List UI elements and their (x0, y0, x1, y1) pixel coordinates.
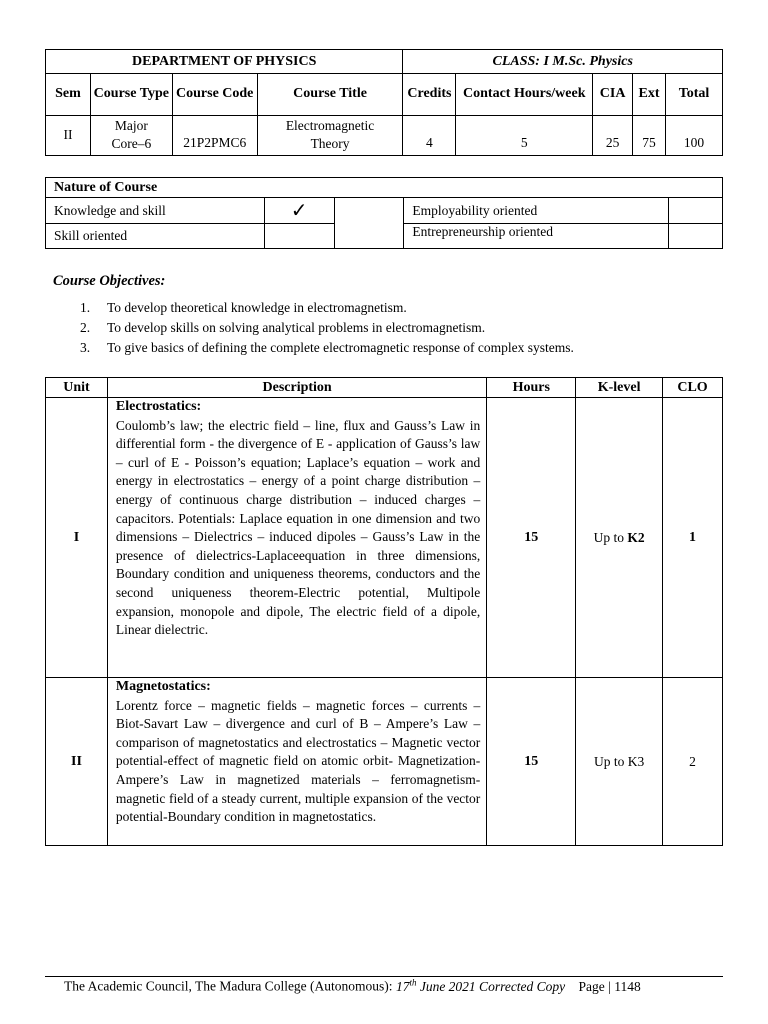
objectives-list (80, 299, 574, 359)
objectives-title: Course Objectives: (53, 273, 166, 289)
header-course-code: Course Code (172, 74, 257, 115)
value-credits: 4 (403, 115, 456, 155)
unit-heading: Electrostatics: (115, 399, 202, 414)
entrepreneurship-box (669, 224, 723, 249)
header-ext: Ext (633, 74, 666, 115)
course-type-line1: Major (114, 118, 148, 134)
knowledge-skill-label: Knowledge and skill (46, 198, 265, 224)
header-clo: CLO (663, 378, 723, 398)
footer-date: 17th June 2021 Corrected Copy (395, 977, 566, 994)
department-title: DEPARTMENT OF PHYSICS (46, 50, 403, 74)
page-footer (64, 977, 641, 995)
unit-hours: 15 (487, 678, 576, 846)
value-total: 100 (666, 115, 723, 155)
unit-k-level: Up to K2 (576, 398, 663, 678)
objective-item: 2. To develop skills on solving analytical problems in electromagnetism. (80, 320, 486, 335)
course-title-line1: Electromagnetic (285, 118, 375, 134)
objective-item: 3. To give basics of defining the complete electromagnetic response of complex systems. (80, 340, 574, 355)
header-course-type: Course Type (90, 74, 172, 115)
unit-description (107, 398, 486, 678)
entrepreneurship-label: Entrepreneurship oriented (404, 224, 669, 249)
header-sem: Sem (46, 74, 91, 115)
table-row (46, 398, 723, 678)
header-course-title: Course Title (257, 74, 403, 115)
unit-hours: 15 (487, 398, 576, 678)
check-mark-icon: ✓ (264, 198, 334, 224)
value-sem: II (46, 115, 91, 155)
unit-body: Coulomb’s law; the electric field – line, flux and Gauss’s Law in differential form - the divergence of E - application of Gauss’s law – curl of E - Poisson’s equation; Laplace’s equation – work and energy in electrostatics – energy of a point charge distribution – energy of continuous charge distribution – induced charges – capacitors. Potentials: Laplace equation in one dimension and two dimensions – Dielectrics – induced dipoles – Gauss’s Law in the presence of dielectrics-Laplaceequation in three dimensions, Boundary condition and uniqueness theorems, conductors and the second uniqueness theorem-Electric potential, Multipole expansion, monopole and dipole, The electric field of a dipole, Linear dielectric. (115, 417, 481, 638)
value-course-code: 21P2PMC6 (172, 115, 257, 155)
page-number: Page | 1148 (578, 978, 641, 994)
unit-clo: 1 (663, 398, 723, 678)
header-cia: CIA (593, 74, 633, 115)
value-contact-hours: 5 (456, 115, 593, 155)
objective-item: 1. To develop theoretical knowledge in electromagnetism. (80, 300, 407, 315)
unit-body: Lorentz force – magnetic fields – magnetic forces – currents – Biot-Savart Law – divergence and curl of B – Ampere’s Law –comparison of magnetostatics and electrostatics – Magnetic vector potential-effect of magnetic field on atomic orbit- Magnetization-Ampere’s Law in magnetized materials – ferromagnetism-magnetic field of a steady current, multiple expansion of the vector potential-Boundary condition in magnetostatics. (115, 697, 481, 825)
employability-label: Employability oriented (404, 198, 669, 224)
unit-k-level: Up to K3 (576, 678, 663, 846)
unit-number: I (46, 398, 108, 678)
header-contact-hours: Contact Hours/week (456, 74, 593, 115)
table-row (46, 678, 723, 846)
nature-title: Nature of Course (46, 178, 723, 198)
unit-description (107, 678, 486, 846)
course-title-line2: Theory (310, 136, 350, 152)
value-ext: 75 (633, 115, 666, 155)
value-course-title (257, 115, 403, 155)
header-k-level: K-level (576, 378, 663, 398)
unit-number: II (46, 678, 108, 846)
value-cia: 25 (593, 115, 633, 155)
footer-council: The Academic Council, The Madura College (Autonomous): (64, 978, 393, 994)
header-hours: Hours (487, 378, 576, 398)
header-credits: Credits (403, 74, 456, 115)
syllabus-table (45, 377, 723, 846)
class-title: CLASS: I M.Sc. Physics (403, 50, 723, 74)
nature-blank-cell (334, 198, 404, 249)
header-description: Description (107, 378, 486, 398)
header-total: Total (666, 74, 723, 115)
nature-of-course-table (45, 177, 723, 249)
unit-clo: 2 (663, 678, 723, 846)
skill-oriented-box (264, 224, 334, 249)
course-info-table (45, 49, 723, 156)
course-type-line2: Core–6 (111, 136, 152, 152)
employability-box (669, 198, 723, 224)
unit-heading: Magnetostatics: (115, 679, 211, 694)
value-course-type (90, 115, 172, 155)
skill-oriented-label: Skill oriented (46, 224, 265, 249)
header-unit: Unit (46, 378, 108, 398)
